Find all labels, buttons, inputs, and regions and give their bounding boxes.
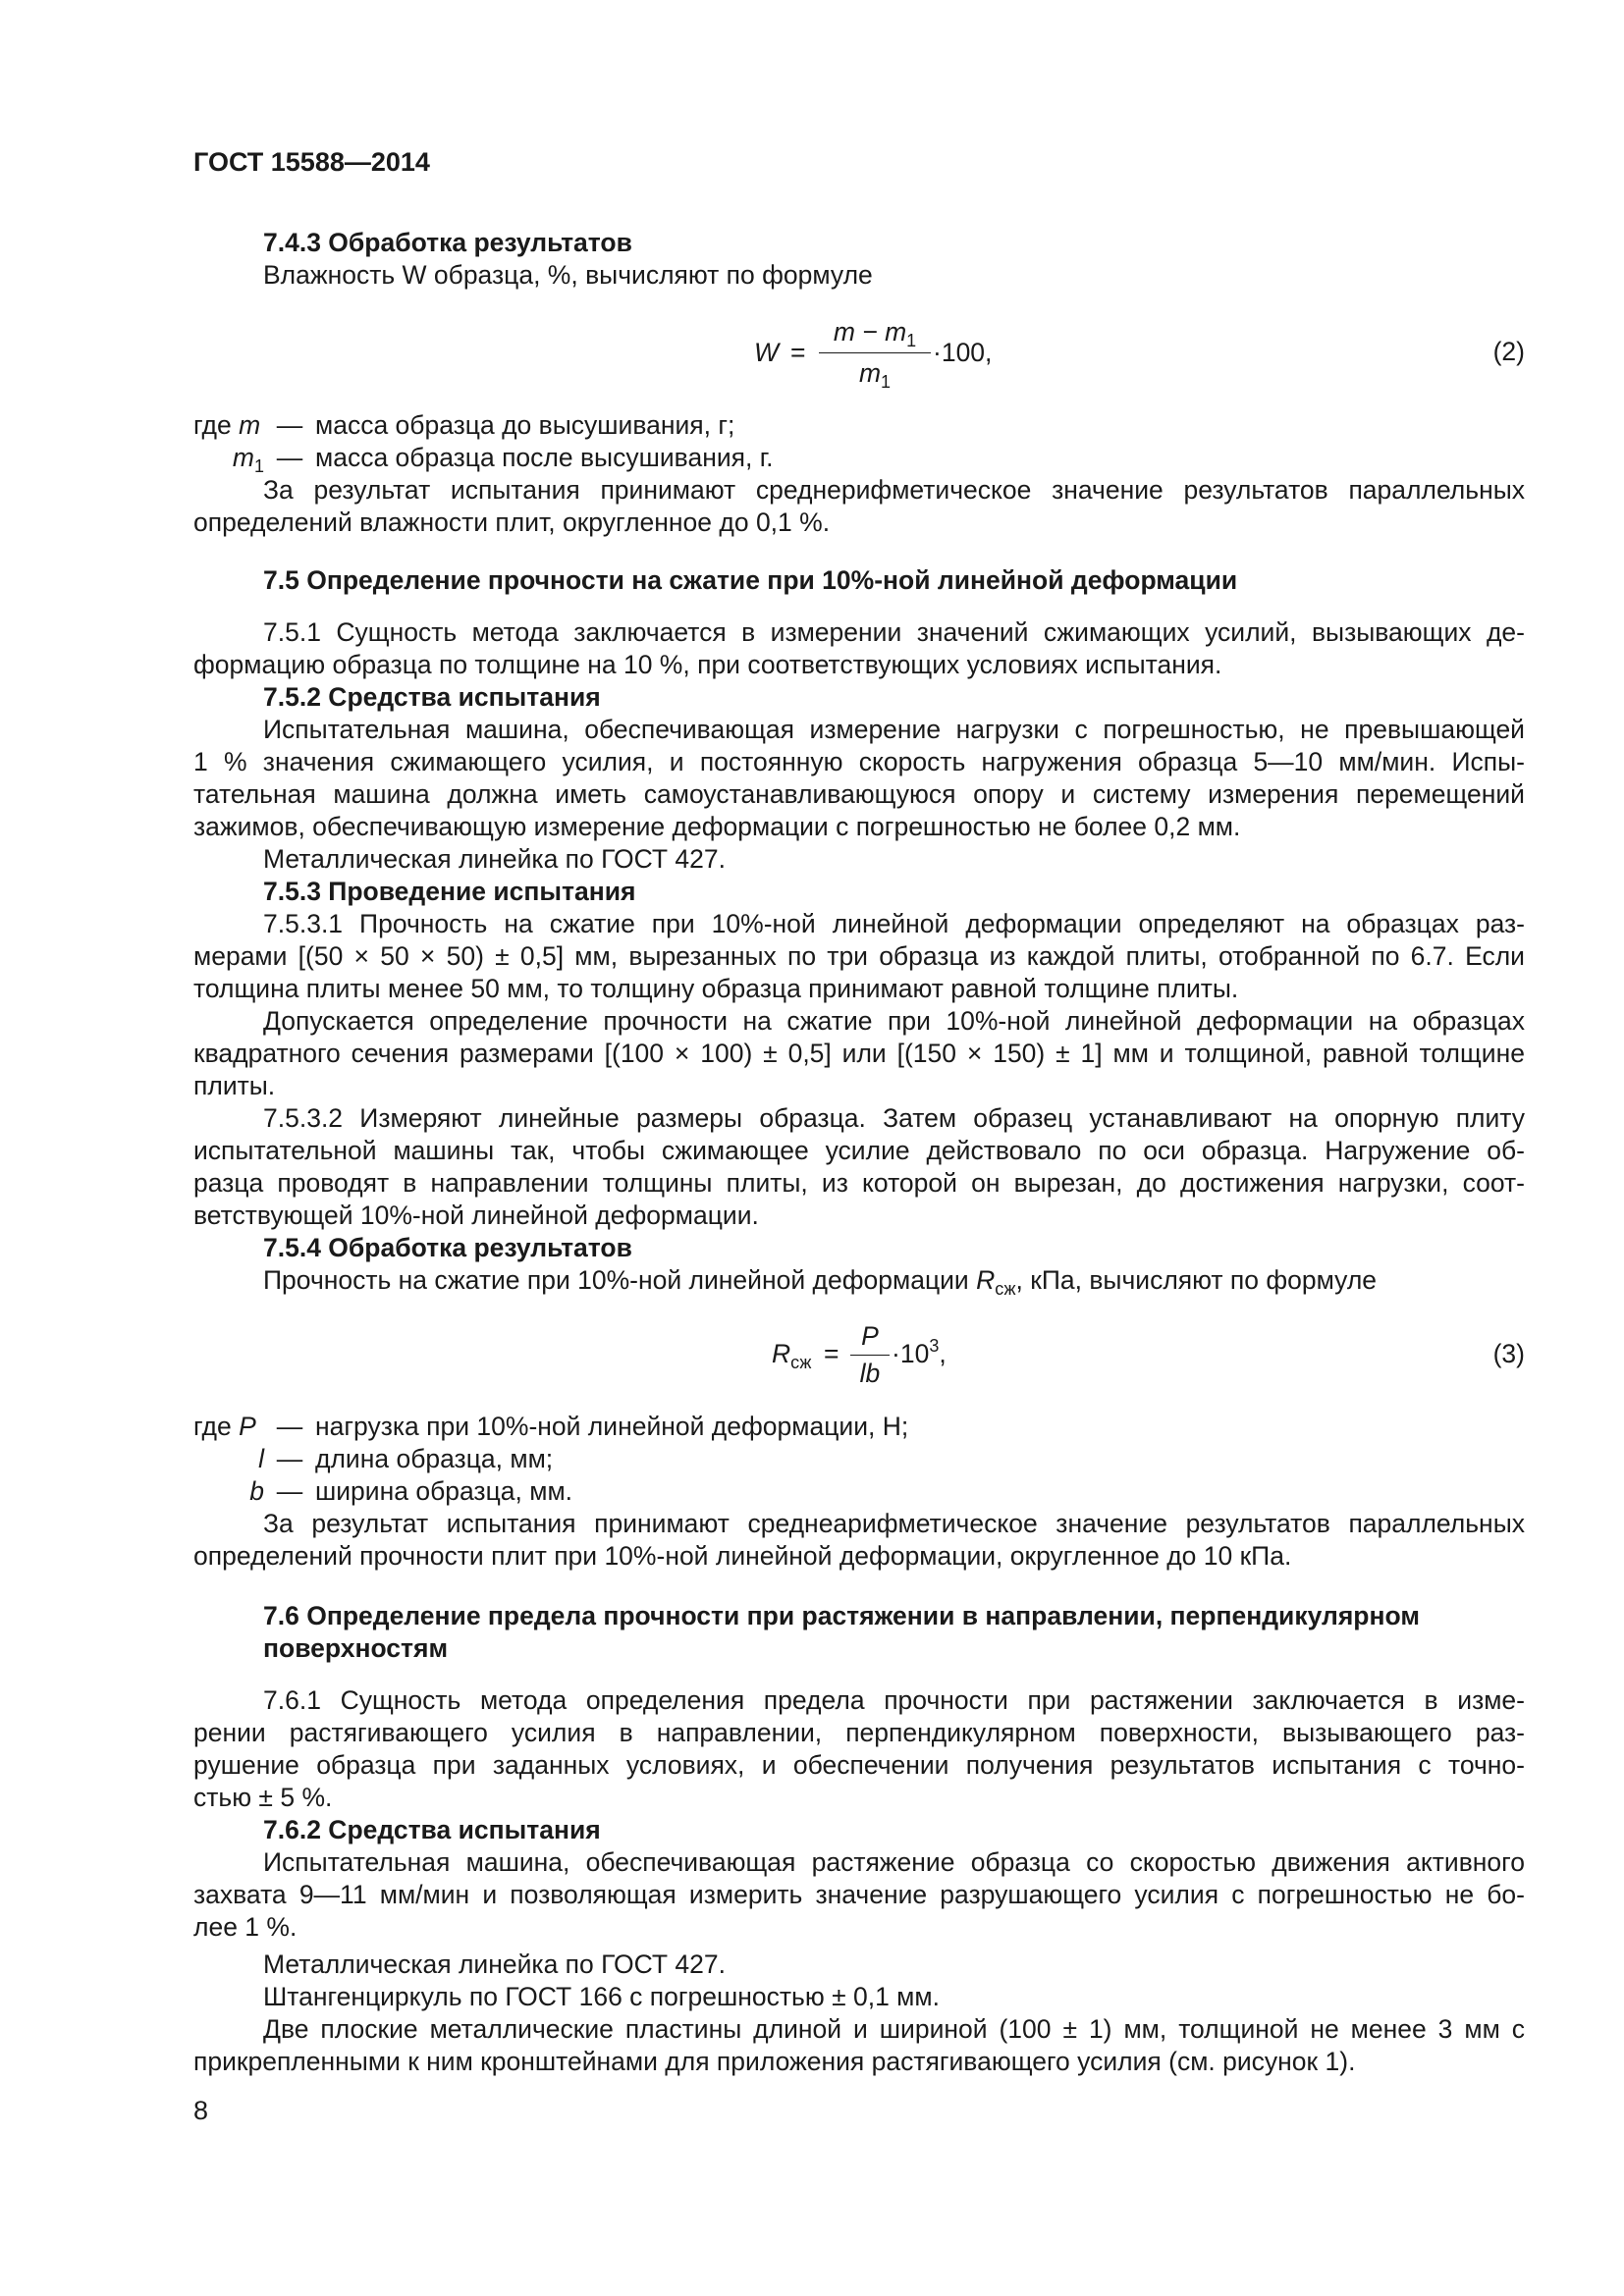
paragraph-line: захвата 9—11 мм/мин и позволяющая измерить значение разрушающего усилия с погрешностью не бо- — [193, 1880, 1525, 1909]
formula-3-lhs: $R_{сж}$ — [772, 1339, 812, 1372]
where-item: $m_1$ — масса образца после высушивания, г. — [232, 443, 774, 476]
formula-3 — [772, 1315, 968, 1394]
paragraph-line: испытательной машины так, чтобы сжимающее усилие действовало по оси образца. Нагружение об- — [193, 1136, 1525, 1165]
formula-2-denominator: $m_1$ — [858, 358, 892, 392]
heading-7-5-4: 7.5.4 Обработка результатов — [263, 1233, 632, 1262]
paragraph-line: 7.5.1 Сущность метода заключается в измерении значений сжимающих усилий, вызывающих де- — [263, 617, 1525, 647]
page-number: 8 — [193, 2096, 209, 2125]
paragraph-line: Испытательная машина, обеспечивающая растяжение образца со скоростью движения активного — [263, 1847, 1525, 1877]
formula-2-numerator: $m - m_1$ — [833, 317, 917, 350]
formula-2-lhs: W — [754, 338, 780, 367]
paragraph-line: рении растягивающего усилия в направлении, перпендикулярном поверхности, вызывающего раз- — [193, 1718, 1525, 1747]
where-item: где P — нагрузка при 10%-ной линейной деформации, Н; — [193, 1412, 909, 1441]
paragraph-line: ветствующей 10%-ной линейной деформации. — [193, 1201, 759, 1230]
paragraph-line: 1 % значения сжимающего усилия, и постоянную скорость нагружения образца 5—10 мм/мин. Испы- — [193, 747, 1525, 776]
paragraph-line: зажимов, обеспечивающую измерение деформации с погрешностью не более 0,2 мм. — [193, 812, 1241, 841]
formula-3-numerator: P — [861, 1321, 879, 1351]
paragraph-line: Две плоские металлические пластины длиной и шириной (100 ± 1) мм, толщиной не менее 3 мм с — [263, 2014, 1525, 2044]
formula-3-fraction — [850, 1315, 890, 1394]
paragraph-result-line: За результат испытания принимают среднерифметическое значение результатов параллельных — [263, 475, 1525, 505]
formula-3-denominator: lb — [859, 1359, 881, 1388]
formula-2-tail: ·100, — [933, 338, 993, 367]
paragraph-line: лее 1 %. — [193, 1912, 298, 1942]
paragraph-line: прикрепленными к ним кронштейнами для приложения растягивающего усилия (см. рисунок 1). — [193, 2047, 1356, 2076]
paragraph-line: 7.5.3.1 Прочность на сжатие при 10%-ной линейной деформации определяют на образцах раз- — [263, 909, 1525, 938]
formula-3-tail: $\cdot 10^3$, — [892, 1336, 947, 1368]
paragraph-line: формацию образца по толщине на 10 %, при соответствующих условиях испытания. — [193, 650, 1222, 679]
paragraph-line: плиты. — [193, 1071, 276, 1100]
paragraph-result-line: определений влажности плит, округленное до 0,1 %. — [193, 507, 831, 537]
heading-7-5-2: 7.5.2 Средства испытания — [263, 682, 601, 712]
heading-7-5: 7.5 Определение прочности на сжатие при 10%-ной линейной деформации — [263, 565, 1238, 595]
fraction-bar — [819, 352, 931, 353]
paragraph-line: Допускается определение прочности на сжатие при 10%-ной линейной деформации на образцах — [263, 1006, 1525, 1036]
formula-2-equals: = — [790, 338, 806, 367]
where-item: b — ширина образца, мм. — [249, 1476, 573, 1506]
paragraph-line: толщина плиты менее 50 мм, то толщину образца принимают равной толщине плиты. — [193, 974, 1239, 1003]
heading-7-6-2: 7.6.2 Средства испытания — [263, 1815, 601, 1844]
paragraph-7-4-3-intro: Влажность W образца, %, вычисляют по формуле — [263, 260, 873, 290]
paragraph-line: 7.5.3.2 Измеряют линейные размеры образца. Затем образец устанавливают на опорную плиту — [263, 1103, 1525, 1133]
heading-7-6-continued: поверхностям — [263, 1633, 449, 1663]
paragraph-line: Штангенциркуль по ГОСТ 166 с погрешностью ± 0,1 мм. — [263, 1982, 940, 2011]
paragraph-line: Металлическая линейка по ГОСТ 427. — [263, 1949, 726, 1979]
document-header: ГОСТ 15588—2014 — [193, 147, 430, 177]
where-item: где m — масса образца до высушивания, г; — [193, 410, 735, 440]
formula-2 — [754, 314, 1009, 393]
paragraph-line: Металлическая линейка по ГОСТ 427. — [263, 844, 726, 874]
paragraph-line: рушение образца при заданных условиях, и обеспечении получения результатов испытания с точно- — [193, 1750, 1525, 1780]
paragraph-line: 7.6.1 Сущность метода определения предела прочности при растяжении заключается в изме- — [263, 1685, 1525, 1715]
equation-number-3: (3) — [1492, 1339, 1525, 1368]
formula-2-fraction — [819, 314, 931, 393]
heading-7-5-3: 7.5.3 Проведение испытания — [263, 877, 636, 906]
formula-3-equals: = — [824, 1339, 839, 1368]
paragraph-line: Испытательная машина, обеспечивающая измерение нагрузки с погрешностью, не превышающей — [263, 715, 1525, 744]
paragraph-result-line: определений прочности плит при 10%-ной линейной деформации, округленное до 10 кПа. — [193, 1541, 1292, 1571]
paragraph-line: тательная машина должна иметь самоустанавливающуюся опору и систему измерения перемещений — [193, 779, 1525, 809]
paragraph-line: Прочность на сжатие при 10%-ной линейной деформации $R_{сж}$, кПа, вычисляют по формуле — [263, 1265, 1378, 1299]
where-item: l — длина образца, мм; — [258, 1444, 554, 1473]
heading-7-6: 7.6 Определение предела прочности при растяжении в направлении, перпендикулярном — [263, 1601, 1420, 1630]
paragraph-line: мерами [(50 × 50 × 50) ± 0,5] мм, вырезанных по три образца из каждой плиты, отобранной по 6.7. Если — [193, 941, 1525, 971]
heading-7-4-3: 7.4.3 Обработка результатов — [263, 228, 632, 257]
paragraph-result-line: За результат испытания принимают среднеарифметическое значение результатов параллельных — [263, 1509, 1525, 1538]
fraction-bar — [850, 1355, 890, 1356]
paragraph-line: квадратного сечения размерами [(100 × 100) ± 0,5] или [(150 × 150) ± 1] мм и толщиной, равной толщине — [193, 1039, 1525, 1068]
paragraph-line: стью ± 5 %. — [193, 1783, 333, 1812]
equation-number-2: (2) — [1492, 337, 1525, 366]
paragraph-line: разца проводят в направлении толщины плиты, из которой он вырезан, до достижения нагрузки, соот- — [193, 1168, 1525, 1198]
